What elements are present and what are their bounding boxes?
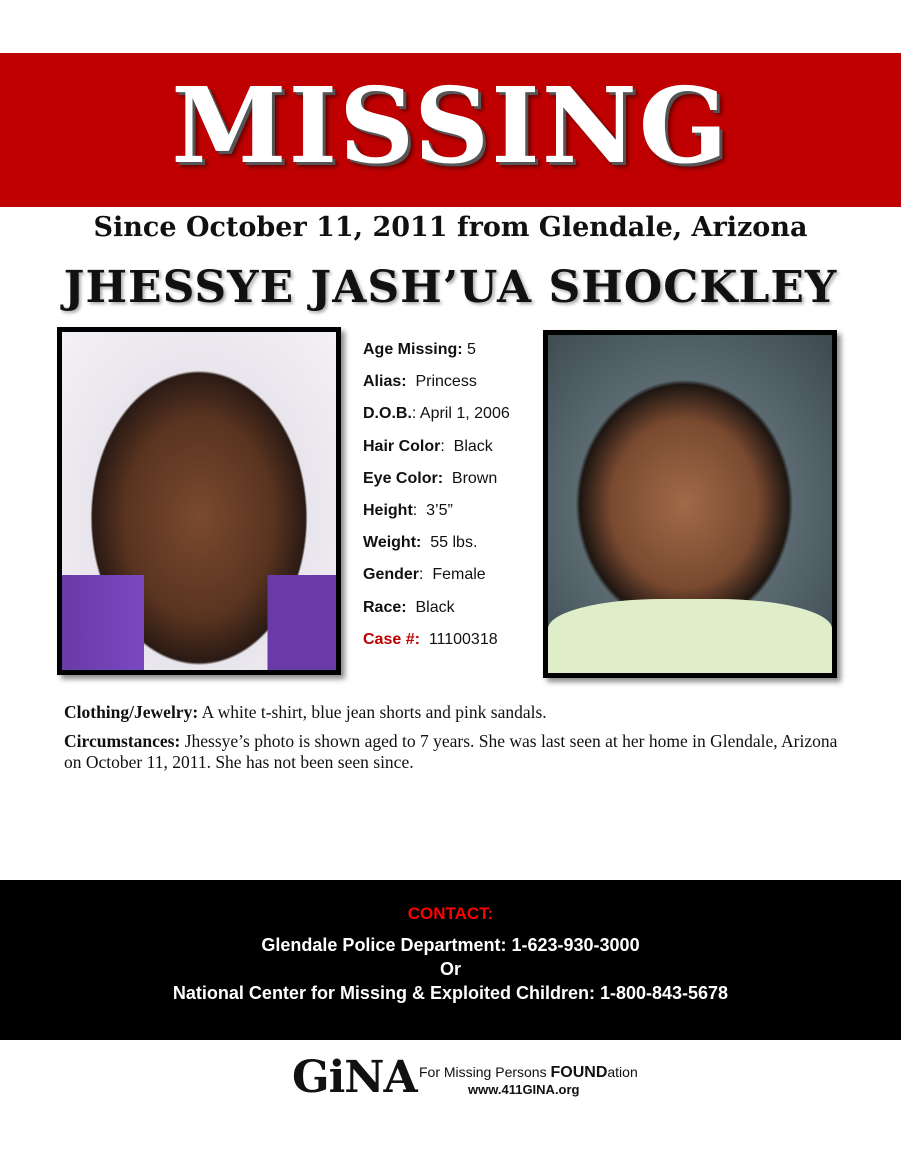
photo-age-progressed — [543, 330, 837, 678]
tagline-pre: For Missing Persons — [419, 1064, 551, 1080]
detail-value: 55 lbs. — [421, 534, 478, 552]
detail-label: Hair Color — [363, 437, 441, 455]
detail-label: Gender — [363, 566, 420, 584]
detail-value: 5 — [462, 341, 476, 358]
detail-value: Princess — [406, 373, 477, 391]
circumstances-text — [64, 731, 844, 773]
contact-ncmec: National Center for Missing & Exploited Children: 1-800-843-5678 — [172, 983, 729, 1003]
detail-value: : Black — [440, 437, 493, 455]
person-name: JHESSYE JASH’UA SHOCKLEY — [63, 262, 838, 313]
detail-race — [363, 599, 510, 631]
gina-logo-mark: GiNA — [292, 1052, 417, 1103]
detail-value: Brown — [443, 469, 498, 487]
detail-value: : 3’5” — [412, 501, 453, 519]
detail-height — [363, 502, 510, 534]
detail-value: 11100318 — [419, 630, 498, 648]
clothing-text — [64, 702, 844, 723]
contact-band — [0, 880, 901, 1040]
contact-police: Glendale Police Department: 1-623-930-3000 — [261, 935, 640, 955]
photo-original — [57, 327, 341, 675]
detail-label: Height — [363, 501, 413, 519]
details-list — [363, 341, 510, 663]
gina-logo — [292, 1052, 638, 1103]
detail-case — [363, 631, 510, 663]
detail-label: Weight: — [363, 534, 422, 552]
contact-or: Or — [439, 959, 461, 979]
tagline-bold: FOUND — [550, 1064, 608, 1081]
detail-label: Alias: — [363, 373, 407, 391]
since-subtitle: Since October 11, 2011 from Glendale, Arizona — [93, 212, 808, 243]
circumstances-label: Circumstances: — [64, 731, 181, 751]
detail-age — [363, 341, 510, 373]
circumstances-value: Jhessye’s photo is shown aged to 7 years. She was last seen at her home in Glendale, Arizona on October 11, 2011. She has not been seen since. — [64, 731, 838, 772]
detail-gender — [363, 566, 510, 598]
detail-dob — [363, 405, 510, 437]
detail-label: Case #: — [363, 630, 420, 648]
gina-tagline — [419, 1064, 638, 1082]
detail-label: Race: — [363, 598, 407, 616]
clothing-label: Clothing/Jewelry: — [64, 702, 199, 722]
gina-url: www.411GINA.org — [468, 1082, 580, 1097]
contact-heading: CONTACT: — [407, 904, 494, 923]
detail-eye — [363, 470, 510, 502]
detail-label: Age Missing: — [363, 341, 463, 358]
missing-title: MISSING — [171, 64, 730, 187]
detail-alias — [363, 373, 510, 405]
detail-value: : April 1, 2006 — [411, 405, 510, 423]
detail-hair — [363, 438, 510, 470]
detail-label: Eye Color: — [363, 469, 444, 487]
tagline-post: ation — [607, 1064, 638, 1080]
detail-label: D.O.B. — [363, 405, 412, 423]
detail-weight — [363, 534, 510, 566]
detail-value: Black — [406, 598, 455, 616]
detail-value: : Female — [419, 566, 486, 584]
clothing-value: A white t-shirt, blue jean shorts and pink sandals. — [198, 702, 547, 722]
